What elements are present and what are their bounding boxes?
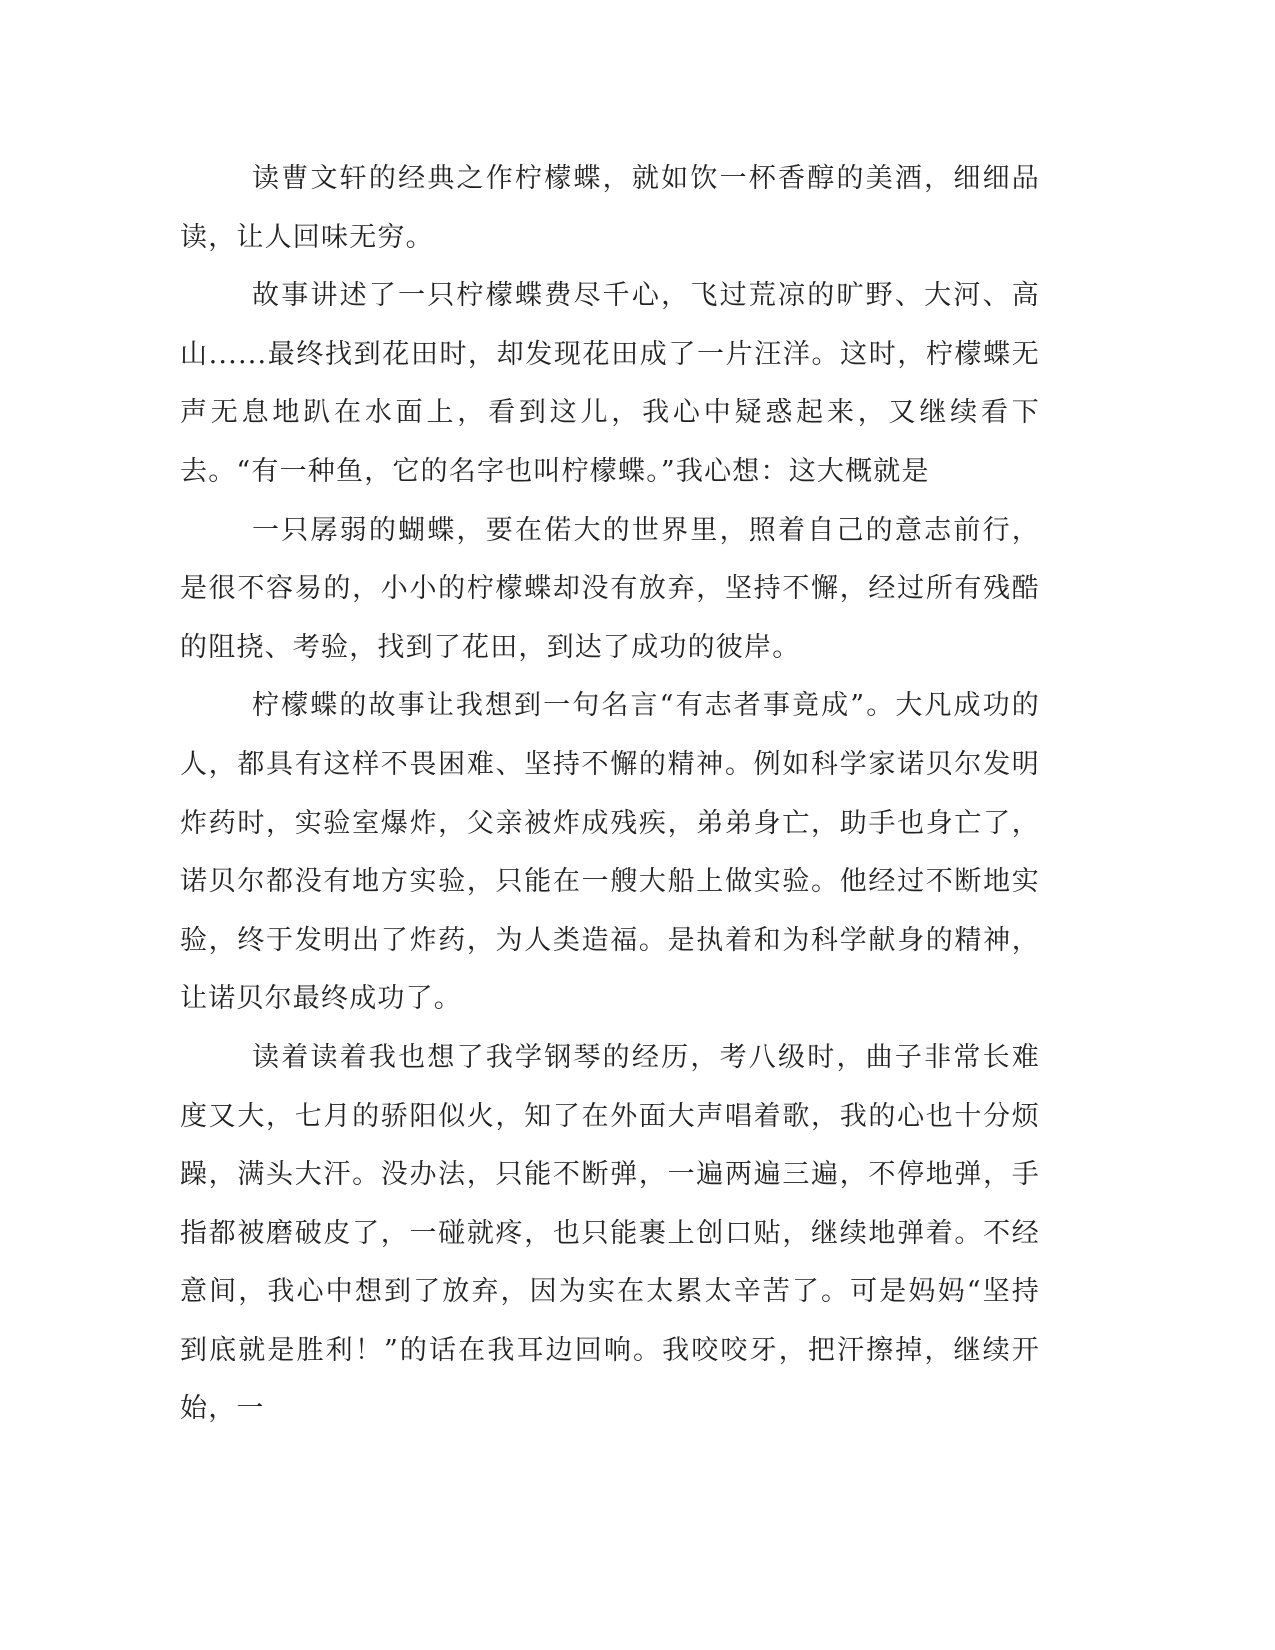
paragraph-1: 读曹文轩的经典之作柠檬蝶，就如饮一杯香醇的美酒，细细品读，让人回味无穷。: [180, 163, 1040, 253]
paragraph-4: 柠檬蝶的故事让我想到一句名言“有志者事竟成”。大凡成功的人，都具有这样不畏困难、坚持不懈的精神。例如科学家诺贝尔发明炸药时，实验室爆炸，父亲被炸成残疾，弟弟身亡，助手也身亡了，诺贝尔都没有地方实验，只能在一艘大船上做实验。他经过不断地实验，终于发明出了炸药，为人类造福。是执着和为科学献身的精神，让诺贝尔最终成功了。: [180, 690, 1040, 1015]
paragraph-5: 读着读着我也想了我学钢琴的经历，考八级时，曲子非常长难度又大，七月的骄阳似火，知了在外面大声唱着歌，我的心也十分烦躁，满头大汗。没办法，只能不断弹，一遍两遍三遍，不停地弹，手指都被磨破皮了，一碰就疼，也只能裹上创口贴，继续地弹着。不经意间，我心中想到了放弃，因为实在太累太辛苦了。可是妈妈“坚持到底就是胜利！”的话在我耳边回响。我咬咬牙，把汗擦掉，继续开始，一: [180, 1041, 1040, 1425]
paragraph-2: 故事讲述了一只柠檬蝶费尽千心，飞过荒凉的旷野、大河、高山......最终找到花田时，却发现花田成了一片汪洋。这时，柠檬蝶无声无息地趴在水面上，看到这儿，我心中疑惑起来，又继续看下去。“有一种鱼，它的名字也叫柠檬蝶。”我心想：这大概就是: [180, 280, 1040, 487]
essay-body: [180, 150, 1040, 1439]
paragraph-3: 一只孱弱的蝴蝶，要在偌大的世界里，照着自己的意志前行，是很不容易的，小小的柠檬蝶却没有放弃，坚持不懈，经过所有残酷的阻挠、考验，找到了花田，到达了成功的彼岸。: [180, 514, 1040, 663]
